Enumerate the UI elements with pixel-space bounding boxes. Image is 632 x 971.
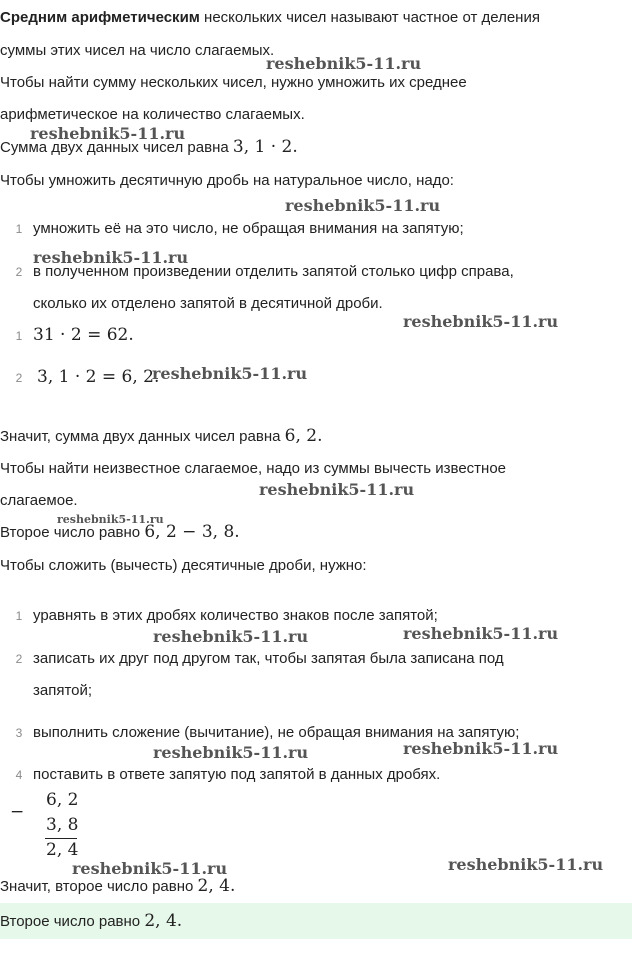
rule1-number-1: 1 (15, 222, 23, 236)
watermark: reshebnik5-11.ru (403, 624, 559, 643)
definition-line-1 (0, 8, 540, 28)
watermark: reshebnik5-11.ru (153, 743, 309, 762)
rule2-number-1: 1 (15, 609, 23, 623)
multiply-rule-heading: Чтобы умножить десятичную дробь на натуральное число, надо: (0, 172, 454, 189)
rule2-item-4: поставить в ответе запятую под запятой в данных дробях. (33, 766, 441, 783)
sum-statement-math: 3, 1 · 2. (232, 137, 298, 157)
rule2-number-2: 2 (15, 652, 23, 666)
column-result-line (45, 838, 77, 839)
watermark: reshebnik5-11.ru (152, 364, 308, 383)
rule2-number-4: 4 (15, 768, 23, 782)
rule1-number-2: 2 (15, 265, 23, 279)
definition-term: Средним арифметическим (0, 9, 200, 26)
answer-line (0, 911, 182, 932)
watermark: reshebnik5-11.ru (57, 513, 164, 526)
second-number-expression-math: 6, 2 − 3, 8. (144, 522, 240, 542)
answer-block (0, 903, 632, 939)
definition-text: нескольких чисел называют частное от деления (199, 9, 540, 26)
answer-text: Второе число равно (0, 913, 145, 930)
column-subtrahend: 3, 8 (46, 815, 79, 835)
sum-result (0, 426, 322, 447)
step-number-1: 1 (15, 329, 23, 343)
sum-statement-text: Сумма двух данных чисел равна (0, 139, 233, 156)
second-number-expression-text: Второе число равно (0, 524, 145, 541)
second-number-result (0, 876, 235, 897)
column-minus-sign: − (10, 802, 25, 822)
rule2-item-3: выполнить сложение (вычитание), не обращая внимания на запятую; (33, 724, 520, 741)
watermark: reshebnik5-11.ru (266, 54, 422, 73)
watermark: reshebnik5-11.ru (403, 312, 559, 331)
watermark: reshebnik5-11.ru (153, 627, 309, 646)
sum-rule-line-2: арифметическое на количество слагаемых. (0, 106, 305, 123)
unknown-addend-rule-line-2: слагаемое. (0, 492, 78, 509)
rule2-number-3: 3 (15, 726, 23, 740)
watermark: reshebnik5-11.ru (33, 248, 189, 267)
step-2-math: 3, 1 · 2 = 6, 2. (37, 367, 160, 387)
answer-math: 2, 4. (144, 911, 183, 931)
step-number-2: 2 (15, 371, 23, 385)
rule1-item-2-line-2: сколько их отделено запятой в десятичной дроби. (33, 295, 383, 312)
watermark: reshebnik5-11.ru (72, 859, 228, 878)
sum-result-text: Значит, сумма двух данных чисел равна (0, 428, 285, 445)
column-minuend: 6, 2 (46, 790, 79, 810)
column-result: 2, 4 (46, 840, 79, 860)
watermark: reshebnik5-11.ru (259, 480, 415, 499)
definition-line-2: суммы этих чисел на число слагаемых. (0, 42, 275, 59)
sum-rule-line-1: Чтобы найти сумму нескольких чисел, нужно умножить их среднее (0, 74, 467, 91)
watermark: reshebnik5-11.ru (403, 739, 559, 758)
second-number-result-text: Значит, второе число равно (0, 878, 198, 895)
rule2-item-1: уравнять в этих дробях количество знаков после запятой; (33, 607, 438, 624)
decimal-add-rule-heading: Чтобы сложить (вычесть) десятичные дроби, нужно: (0, 557, 367, 574)
watermark: reshebnik5-11.ru (448, 855, 604, 874)
watermark: reshebnik5-11.ru (30, 124, 186, 143)
rule1-item-2-line-1: в полученном произведении отделить запятой столько цифр справа, (33, 263, 514, 280)
rule1-item-1: умножить её на это число, не обращая внимания на запятую; (33, 220, 464, 237)
second-number-result-math: 2, 4. (197, 876, 236, 896)
step-1-math: 31 · 2 = 62. (33, 325, 134, 345)
rule2-item-2-line-2: запятой; (33, 682, 93, 699)
sum-result-math: 6, 2. (284, 426, 323, 446)
watermark: reshebnik5-11.ru (285, 196, 441, 215)
unknown-addend-rule-line-1: Чтобы найти неизвестное слагаемое, надо из суммы вычесть известное (0, 460, 507, 477)
rule2-item-2-line-1: записать их друг под другом так, чтобы запятая была записана под (33, 650, 504, 667)
